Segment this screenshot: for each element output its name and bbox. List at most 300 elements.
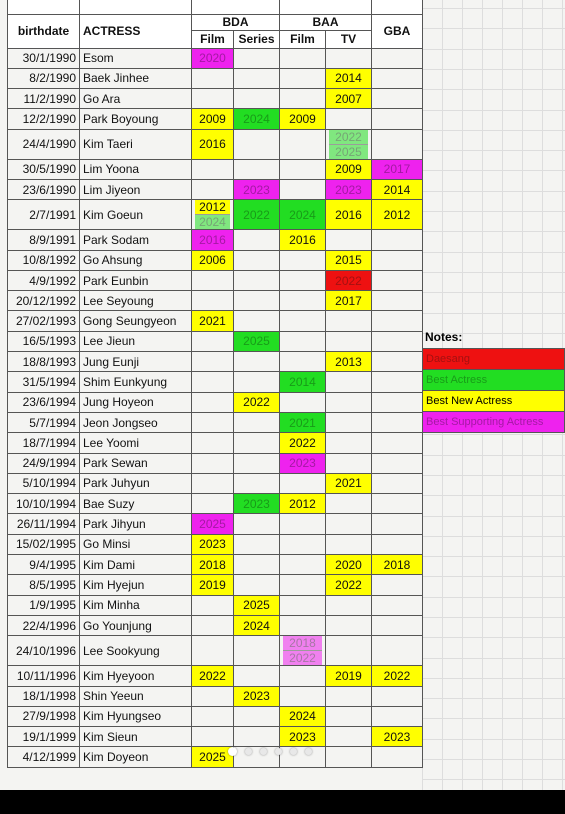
award-cell-bda-film xyxy=(192,48,234,68)
table-row xyxy=(8,473,423,493)
sheet-gridline xyxy=(422,779,565,780)
award-cell-bda-series xyxy=(234,372,280,392)
award-cell-gba xyxy=(372,666,423,686)
birthdate-cell: 24/10/1996 xyxy=(8,636,80,666)
award-cell-bda-film xyxy=(192,230,234,250)
actress-cell: Jung Eunji xyxy=(80,352,192,372)
sheet-gridline xyxy=(422,516,565,517)
actress-cell: Lim Jiyeon xyxy=(80,179,192,199)
birthdate-cell: 27/02/1993 xyxy=(8,311,80,331)
award-cell-bda-film xyxy=(192,89,234,109)
table-row xyxy=(8,534,423,554)
award-cell-gba xyxy=(372,636,423,666)
table-row xyxy=(8,270,423,290)
award-cell-bda-film xyxy=(192,433,234,453)
table-body xyxy=(8,48,423,767)
table-row xyxy=(8,331,423,351)
award-year: 2012 xyxy=(195,200,230,214)
award-year: 2009 xyxy=(289,112,316,127)
table-row xyxy=(8,48,423,68)
award-cell-gba xyxy=(372,311,423,331)
birthdate-cell: 11/2/1990 xyxy=(8,89,80,109)
header-bda-series: Series xyxy=(234,30,280,48)
actress-cell: Lim Yoona xyxy=(80,159,192,179)
table-row xyxy=(8,727,423,747)
birthdate-cell: 30/5/1990 xyxy=(8,159,80,179)
award-cell-bda-series xyxy=(234,494,280,514)
award-cell-bda-series xyxy=(234,555,280,575)
award-cell-baa-tv xyxy=(326,514,372,534)
award-year: 2015 xyxy=(335,253,362,268)
award-year: 2016 xyxy=(199,137,226,152)
notes-legend xyxy=(422,327,565,433)
award-year: 2023 xyxy=(289,729,316,744)
award-cell-gba xyxy=(372,727,423,747)
actress-cell: Kim Goeun xyxy=(80,200,192,230)
header-gba: GBA xyxy=(372,14,423,48)
actress-cell: Kim Minha xyxy=(80,595,192,615)
award-cell-gba xyxy=(372,494,423,514)
award-cell-baa-film xyxy=(280,636,326,666)
sheet-gridline xyxy=(422,292,565,293)
award-year: 2021 xyxy=(335,476,362,491)
award-cell-bda-series xyxy=(234,331,280,351)
award-cell-bda-film xyxy=(192,514,234,534)
legend-label: Best New Actress xyxy=(426,395,513,407)
table-row xyxy=(8,747,423,767)
birthdate-cell: 2/7/1991 xyxy=(8,200,80,230)
table-row xyxy=(8,666,423,686)
sheet-gridline xyxy=(422,434,565,435)
award-year: 2022 xyxy=(335,577,362,592)
award-cell-baa-tv xyxy=(326,534,372,554)
award-cell-gba xyxy=(372,179,423,199)
birthdate-cell: 9/4/1995 xyxy=(8,555,80,575)
award-cell-gba xyxy=(372,352,423,372)
sheet-gridline xyxy=(422,536,565,537)
pager-dot-5[interactable] xyxy=(290,748,297,755)
award-cell-baa-film xyxy=(280,686,326,706)
award-year: 2018 xyxy=(199,557,226,572)
legend-item xyxy=(422,390,565,411)
sheet-gridline xyxy=(422,739,565,740)
award-year: 2022 xyxy=(289,435,316,450)
award-cell-baa-tv xyxy=(326,352,372,372)
award-year: 2023 xyxy=(335,182,362,197)
award-cell-baa-film xyxy=(280,179,326,199)
award-cell-bda-series xyxy=(234,686,280,706)
award-cell-gba xyxy=(372,230,423,250)
table-row xyxy=(8,636,423,666)
award-cell-baa-tv xyxy=(326,291,372,311)
award-cell-bda-series xyxy=(234,250,280,270)
table-row xyxy=(8,433,423,453)
award-cell-bda-film xyxy=(192,392,234,412)
table-row xyxy=(8,250,423,270)
award-year: 2022 xyxy=(199,668,226,683)
award-year: 2009 xyxy=(199,112,226,127)
birthdate-cell: 19/1/1999 xyxy=(8,727,80,747)
legend-label: Daesang xyxy=(426,353,471,365)
award-year: 2021 xyxy=(289,415,316,430)
award-year: 2016 xyxy=(289,232,316,247)
award-cell-baa-tv xyxy=(326,636,372,666)
award-cell-bda-film xyxy=(192,615,234,635)
award-year: 2025 xyxy=(329,144,368,159)
sheet-gridline xyxy=(422,313,565,314)
award-cell-baa-film xyxy=(280,109,326,129)
award-cell-bda-series xyxy=(234,433,280,453)
legend-item xyxy=(422,348,565,369)
award-cell-baa-tv xyxy=(326,48,372,68)
award-cell-baa-tv xyxy=(326,250,372,270)
birthdate-cell: 8/5/1995 xyxy=(8,575,80,595)
birthdate-cell: 22/4/1996 xyxy=(8,615,80,635)
award-cell-bda-film xyxy=(192,200,234,230)
table-row xyxy=(8,68,423,88)
award-cell-bda-film xyxy=(192,473,234,493)
award-cell-gba xyxy=(372,575,423,595)
award-year: 2022 xyxy=(383,668,411,683)
sheet-gridline xyxy=(422,191,565,192)
award-cell-gba xyxy=(372,514,423,534)
award-cell-bda-series xyxy=(234,159,280,179)
award-year: 2022 xyxy=(329,130,368,144)
actress-cell: Shin Yeeun xyxy=(80,686,192,706)
award-year: 2006 xyxy=(199,253,226,268)
awards-table xyxy=(7,0,423,768)
award-cell-bda-film xyxy=(192,636,234,666)
actress-cell: Kim Dami xyxy=(80,555,192,575)
split-award-cell xyxy=(329,130,368,159)
sheet-gridline xyxy=(422,678,565,679)
award-cell-bda-film xyxy=(192,270,234,290)
award-cell-baa-tv xyxy=(326,392,372,412)
sheet-gridline xyxy=(422,110,565,111)
table-row xyxy=(8,686,423,706)
award-cell-bda-series xyxy=(234,666,280,686)
award-cell-bda-series xyxy=(234,453,280,473)
award-cell-bda-film xyxy=(192,575,234,595)
award-cell-baa-tv xyxy=(326,575,372,595)
birthdate-cell: 15/02/1995 xyxy=(8,534,80,554)
award-cell-gba xyxy=(372,706,423,726)
award-year: 2024 xyxy=(289,207,316,222)
award-cell-baa-film xyxy=(280,372,326,392)
birthdate-cell: 4/12/1999 xyxy=(8,747,80,767)
pager-dot-2[interactable] xyxy=(245,748,252,755)
award-cell-bda-series xyxy=(234,727,280,747)
award-year: 2022 xyxy=(243,207,270,222)
table-row xyxy=(8,555,423,575)
actress-cell: Go Ahsung xyxy=(80,250,192,270)
award-cell-baa-film xyxy=(280,392,326,412)
award-cell-gba xyxy=(372,89,423,109)
award-year: 2023 xyxy=(383,729,411,744)
award-year: 2023 xyxy=(243,689,270,704)
award-cell-baa-tv xyxy=(326,331,372,351)
table-row xyxy=(8,575,423,595)
award-year: 2022 xyxy=(283,650,322,665)
birthdate-cell: 18/7/1994 xyxy=(8,433,80,453)
award-cell-bda-series xyxy=(234,514,280,534)
sheet-gridline xyxy=(422,49,565,50)
actress-cell: Lee Jieun xyxy=(80,331,192,351)
sheet-gridline xyxy=(422,130,565,131)
award-cell-gba xyxy=(372,615,423,635)
award-cell-bda-series xyxy=(234,89,280,109)
award-cell-baa-tv xyxy=(326,727,372,747)
award-cell-bda-series xyxy=(234,575,280,595)
actress-cell: Baek Jinhee xyxy=(80,68,192,88)
award-cell-gba xyxy=(372,453,423,473)
sheet-gridline xyxy=(422,231,565,232)
award-cell-baa-film xyxy=(280,453,326,473)
birthdate-cell: 18/8/1993 xyxy=(8,352,80,372)
sheet-gridline xyxy=(422,455,565,456)
sheet-gridline xyxy=(422,150,565,151)
award-year: 2017 xyxy=(335,293,362,308)
award-cell-bda-film xyxy=(192,331,234,351)
award-cell-gba xyxy=(372,48,423,68)
actress-cell: Kim Sieun xyxy=(80,727,192,747)
table-row xyxy=(8,109,423,129)
actress-cell: Kim Hyeyoon xyxy=(80,666,192,686)
award-cell-baa-tv xyxy=(326,686,372,706)
table-row xyxy=(8,706,423,726)
award-year: 2012 xyxy=(289,496,316,511)
birthdate-cell: 31/5/1994 xyxy=(8,372,80,392)
award-cell-bda-film xyxy=(192,372,234,392)
birthdate-cell: 18/1/1998 xyxy=(8,686,80,706)
header-birthdate: birthdate xyxy=(8,14,80,48)
birthdate-cell: 5/7/1994 xyxy=(8,412,80,432)
actress-cell: Park Eunbin xyxy=(80,270,192,290)
table-row xyxy=(8,89,423,109)
award-year: 2019 xyxy=(335,668,362,683)
award-cell-baa-film xyxy=(280,230,326,250)
award-cell-bda-series xyxy=(234,595,280,615)
table-row xyxy=(8,514,423,534)
award-year: 2025 xyxy=(243,598,270,613)
award-cell-baa-film xyxy=(280,433,326,453)
award-cell-bda-series xyxy=(234,311,280,331)
birthdate-cell: 24/4/1990 xyxy=(8,129,80,159)
award-cell-gba xyxy=(372,433,423,453)
birthdate-cell: 23/6/1990 xyxy=(8,179,80,199)
award-cell-baa-tv xyxy=(326,706,372,726)
birthdate-cell: 4/9/1992 xyxy=(8,270,80,290)
award-cell-bda-series xyxy=(234,200,280,230)
award-year: 2016 xyxy=(335,207,362,222)
award-year: 2024 xyxy=(243,112,270,127)
sheet-gridline xyxy=(422,211,565,212)
award-cell-bda-film xyxy=(192,159,234,179)
award-cell-baa-tv xyxy=(326,68,372,88)
sheet-gridline xyxy=(422,597,565,598)
award-year: 2019 xyxy=(199,577,226,592)
award-cell-gba xyxy=(372,159,423,179)
table-row xyxy=(8,494,423,514)
award-cell-baa-film xyxy=(280,706,326,726)
header-actress: ACTRESS xyxy=(80,14,192,48)
award-cell-gba xyxy=(372,250,423,270)
birthdate-cell: 1/9/1995 xyxy=(8,595,80,615)
award-cell-baa-tv xyxy=(326,494,372,514)
birthdate-cell: 30/1/1990 xyxy=(8,48,80,68)
award-cell-baa-tv xyxy=(326,747,372,767)
award-year: 2018 xyxy=(283,636,322,650)
table-row xyxy=(8,595,423,615)
actress-cell: Lee Seyoung xyxy=(80,291,192,311)
award-year: 2022 xyxy=(335,273,362,288)
award-cell-bda-film xyxy=(192,412,234,432)
table-row xyxy=(8,159,423,179)
sheet-gridline xyxy=(422,617,565,618)
actress-cell: Lee Sookyung xyxy=(80,636,192,666)
actress-cell: Kim Hyungseo xyxy=(80,706,192,726)
award-year: 2023 xyxy=(243,182,270,197)
actress-cell: Park Juhyun xyxy=(80,473,192,493)
birthdate-cell: 8/9/1991 xyxy=(8,230,80,250)
actress-cell: Bae Suzy xyxy=(80,494,192,514)
award-cell-baa-film xyxy=(280,555,326,575)
award-cell-baa-film xyxy=(280,291,326,311)
sheet-gridline xyxy=(422,475,565,476)
birthdate-cell: 23/6/1994 xyxy=(8,392,80,412)
award-cell-baa-film xyxy=(280,250,326,270)
award-cell-bda-film xyxy=(192,494,234,514)
sheet-gridline xyxy=(422,170,565,171)
award-cell-gba xyxy=(372,270,423,290)
award-year: 2013 xyxy=(335,354,362,369)
sheet-gridline xyxy=(422,495,565,496)
award-cell-baa-tv xyxy=(326,129,372,159)
table-row xyxy=(8,311,423,331)
award-year: 2014 xyxy=(383,182,411,197)
award-cell-baa-film xyxy=(280,473,326,493)
sheet-gridline xyxy=(422,8,565,9)
sheet-gridline xyxy=(422,698,565,699)
award-year: 2021 xyxy=(199,314,226,329)
award-cell-gba xyxy=(372,291,423,311)
pager-dot-3[interactable] xyxy=(260,748,267,755)
award-cell-bda-series xyxy=(234,352,280,372)
birthdate-cell: 26/11/1994 xyxy=(8,514,80,534)
table-row xyxy=(8,291,423,311)
award-cell-bda-film xyxy=(192,666,234,686)
split-award-cell xyxy=(283,636,322,665)
award-year: 2020 xyxy=(335,557,362,572)
pager-dot-6[interactable] xyxy=(305,748,312,755)
actress-cell: Kim Hyejun xyxy=(80,575,192,595)
award-year: 2009 xyxy=(335,162,362,177)
award-cell-bda-series xyxy=(234,129,280,159)
award-cell-gba xyxy=(372,534,423,554)
actress-cell: Kim Taeri xyxy=(80,129,192,159)
award-cell-baa-film xyxy=(280,48,326,68)
award-year: 2024 xyxy=(289,709,316,724)
actress-cell: Shim Eunkyung xyxy=(80,372,192,392)
birthdate-cell: 10/8/1992 xyxy=(8,250,80,270)
pager-dot-1[interactable] xyxy=(228,747,237,756)
table-row xyxy=(8,129,423,159)
header-bda-film: Film xyxy=(192,30,234,48)
award-cell-bda-series xyxy=(234,48,280,68)
award-cell-baa-film xyxy=(280,615,326,635)
table-row xyxy=(8,230,423,250)
award-cell-gba xyxy=(372,686,423,706)
award-cell-gba xyxy=(372,747,423,767)
pager-dot-4[interactable] xyxy=(275,748,282,755)
actress-cell: Park Sodam xyxy=(80,230,192,250)
award-cell-bda-film xyxy=(192,706,234,726)
award-cell-baa-tv xyxy=(326,412,372,432)
sheet-gridline xyxy=(422,272,565,273)
award-cell-baa-tv xyxy=(326,311,372,331)
award-cell-bda-series xyxy=(234,291,280,311)
award-cell-gba xyxy=(372,200,423,230)
award-cell-bda-series xyxy=(234,230,280,250)
award-year: 2014 xyxy=(289,375,316,389)
award-cell-baa-film xyxy=(280,89,326,109)
carousel-pager[interactable] xyxy=(228,747,312,756)
table-row xyxy=(8,615,423,635)
actress-cell: Gong Seungyeon xyxy=(80,311,192,331)
award-cell-bda-series xyxy=(234,179,280,199)
actress-cell: Park Boyoung xyxy=(80,109,192,129)
award-year: 2014 xyxy=(335,71,362,86)
actress-cell: Jeon Jongseo xyxy=(80,412,192,432)
award-cell-gba xyxy=(372,473,423,493)
award-cell-bda-film xyxy=(192,68,234,88)
award-year: 2024 xyxy=(243,618,270,633)
actress-cell: Go Minsi xyxy=(80,534,192,554)
bottom-bar xyxy=(0,790,565,814)
award-cell-bda-film xyxy=(192,109,234,129)
award-cell-baa-film xyxy=(280,159,326,179)
birthdate-cell: 27/9/1998 xyxy=(8,706,80,726)
award-cell-baa-tv xyxy=(326,595,372,615)
award-cell-gba xyxy=(372,372,423,392)
award-cell-bda-film xyxy=(192,727,234,747)
award-cell-bda-series xyxy=(234,412,280,432)
award-cell-baa-tv xyxy=(326,109,372,129)
header-row-groups xyxy=(8,14,423,30)
award-cell-baa-tv xyxy=(326,89,372,109)
award-cell-baa-film xyxy=(280,352,326,372)
award-cell-baa-film xyxy=(280,534,326,554)
award-cell-baa-film xyxy=(280,727,326,747)
award-cell-baa-film xyxy=(280,311,326,331)
award-cell-baa-tv xyxy=(326,615,372,635)
legend-label: Best Supporting Actress xyxy=(426,416,544,428)
notes-title: Notes: xyxy=(425,330,463,344)
award-year: 2022 xyxy=(243,395,270,410)
notes-items xyxy=(422,348,565,433)
birthdate-cell: 20/12/1992 xyxy=(8,291,80,311)
birthdate-cell: 24/9/1994 xyxy=(8,453,80,473)
award-cell-baa-tv xyxy=(326,270,372,290)
award-cell-baa-film xyxy=(280,595,326,615)
birthdate-cell: 16/5/1993 xyxy=(8,331,80,351)
table-row xyxy=(8,352,423,372)
actress-cell: Park Sewan xyxy=(80,453,192,473)
sheet-gridline xyxy=(422,718,565,719)
award-cell-baa-film xyxy=(280,666,326,686)
award-cell-bda-series xyxy=(234,636,280,666)
award-cell-gba xyxy=(372,412,423,432)
